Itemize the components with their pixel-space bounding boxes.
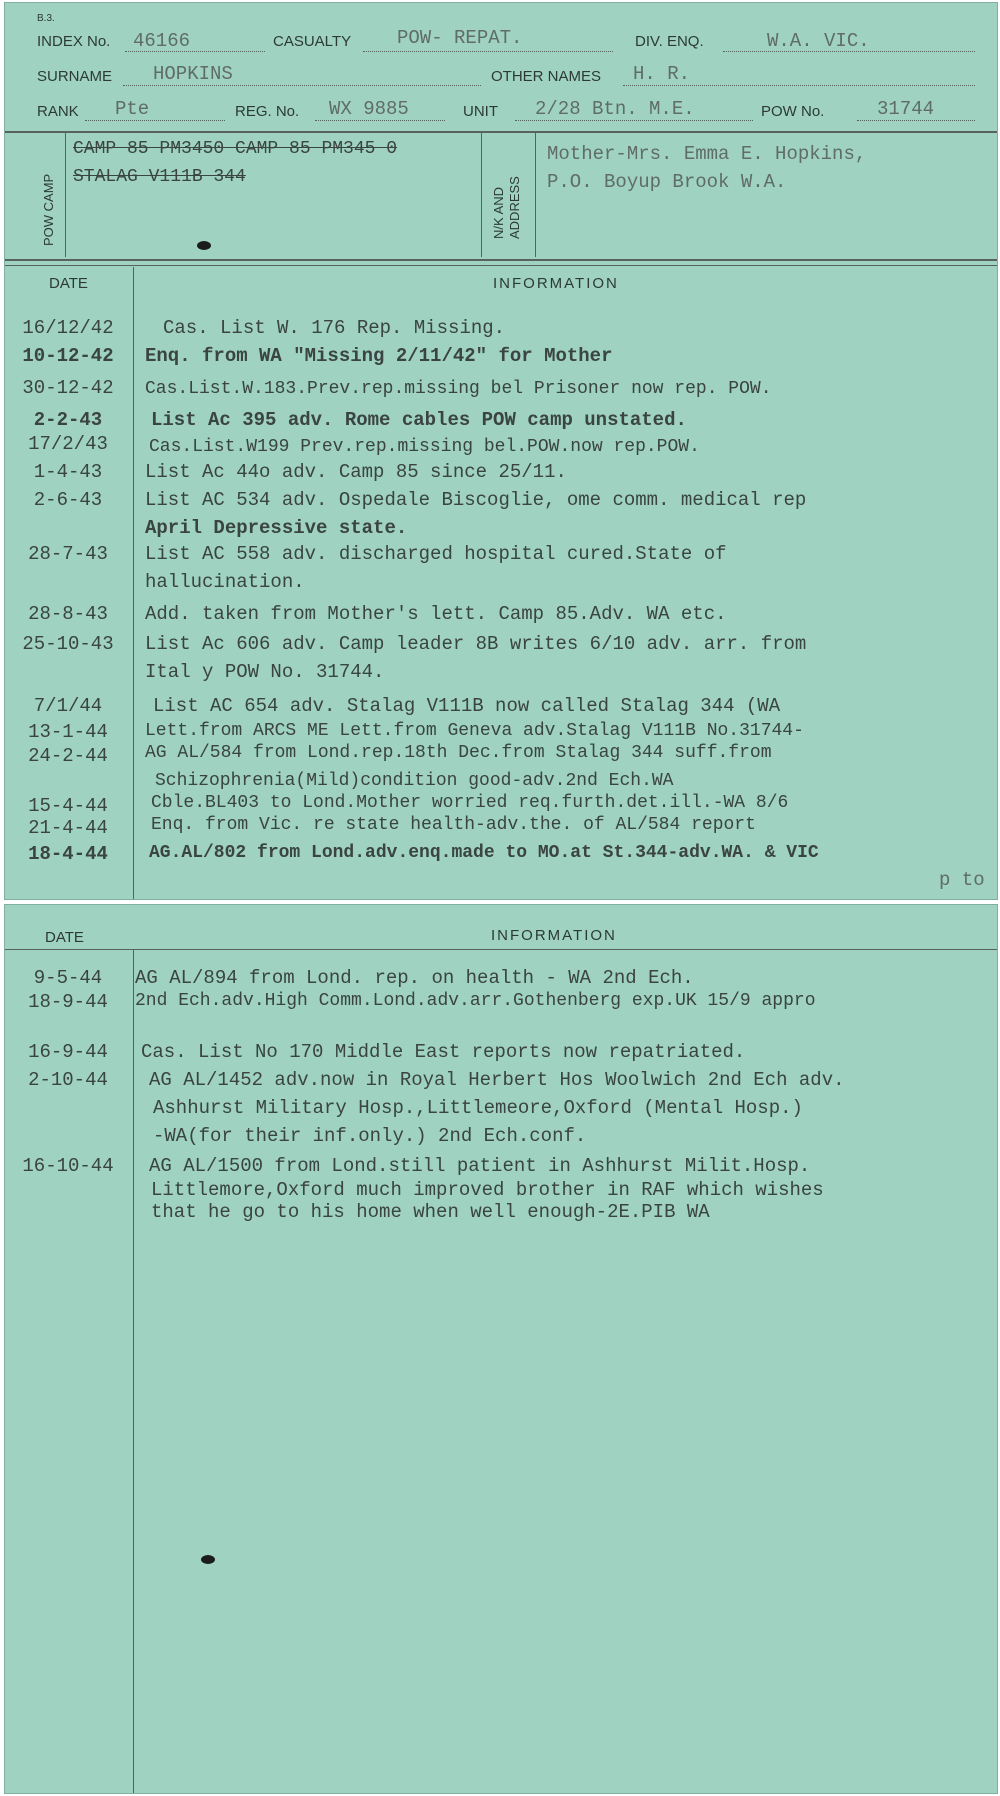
entry-date: 18-4-44 [28,843,108,865]
card-front [4,2,998,900]
unit-label: UNIT [463,103,498,120]
entry-text: List Ac 44o adv. Camp 85 since 25/11. [145,461,567,483]
card-back [4,904,998,1794]
pto-note: p to [939,869,985,891]
other-names-value: H. R. [633,63,691,85]
entry-text: 2nd Ech.adv.High Comm.Lond.adv.arr.Gothenberg exp.UK 15/9 appro [135,991,816,1011]
entry-date: 1-4-43 [33,461,103,483]
entry-text: AG AL/1452 adv.now in Royal Herbert Hos Woolwich 2nd Ech adv. [149,1069,845,1091]
entry-text: April Depressive state. [145,517,408,539]
information-header: INFORMATION [493,275,619,292]
entry-text: Cas.List.W199 Prev.rep.missing bel.POW.now rep.POW. [149,437,700,457]
ink-blot [197,241,211,250]
card-ref: B.3. [37,13,55,24]
entry-text: List Ac 395 adv. Rome cables POW camp unstated. [151,409,687,431]
entry-date: 13-1-44 [28,721,108,743]
entry-date: 2-10-44 [28,1069,108,1091]
entry-date: 16-10-44 [22,1155,114,1177]
entry-text: Enq. from Vic. re state health-adv.the. of AL/584 report [151,815,756,835]
reg-no-value: WX 9885 [329,98,409,120]
entry-text: List AC 558 adv. discharged hospital cured.State of [145,543,727,565]
other-names-label: OTHER NAMES [491,68,602,85]
pow-camp-line-2: STALAG V111B 344 [73,167,246,187]
entry-date: 21-4-44 [28,817,108,839]
date-header: DATE [45,929,84,946]
entry-date: 9-5-44 [33,967,103,989]
div-enq-label: DIV. ENQ. [635,33,704,50]
ink-blot [201,1555,215,1564]
entry-text: Littlemore,Oxford much improved brother in RAF which wishes [151,1179,824,1201]
unit-value: 2/28 Btn. M.E. [535,98,695,120]
nk-address-line-2: P.O. Boyup Brook W.A. [547,171,787,193]
entry-text: Cas. List No 170 Middle East reports now repatriated. [141,1041,746,1063]
pow-no-label: POW No. [761,103,825,120]
entry-date: 16-9-44 [28,1041,108,1063]
entry-text: hallucination. [145,571,305,593]
entry-text: Cas. List W. 176 Rep. Missing. [163,317,506,339]
casualty-value: POW- REPAT. [397,27,523,49]
entry-text: AG.AL/802 from Lond.adv.enq.made to MO.at St.344-adv.WA. & VIC [149,843,819,863]
entry-text: Cble.BL403 to Lond.Mother worried req.furth.det.ill.-WA 8/6 [151,793,789,813]
reg-no-label: REG. No. [235,103,300,120]
entry-date: 10-12-42 [22,345,114,367]
entry-date: 24-2-44 [28,745,108,767]
surname-label: SURNAME [37,68,113,85]
entry-text: -WA(for their inf.only.) 2nd Ech.conf. [153,1125,587,1147]
entry-date: 28-7-43 [28,543,108,565]
entry-date: 16/12/42 [22,317,114,339]
rank-label: RANK [37,103,79,120]
entry-date: 15-4-44 [28,795,108,817]
index-value: 46166 [133,30,191,52]
entry-date: 2-6-43 [33,489,103,511]
entry-text: Lett.from ARCS ME Lett.from Geneva adv.Stalag V111B No.31744- [145,721,804,741]
entry-date: 2-2-43 [33,409,103,431]
entry-date: 28-8-43 [28,603,108,625]
entry-text: Ital y POW No. 31744. [145,661,385,683]
entry-text: Ashhurst Military Hosp.,Littlemeore,Oxford (Mental Hosp.) [153,1097,803,1119]
entry-date: 7/1/44 [33,695,103,717]
entry-date: 30-12-42 [22,377,114,399]
surname-value: HOPKINS [153,63,233,85]
entry-text: List AC 654 adv. Stalag V111B now called Stalag 344 (WA [153,695,781,717]
entry-text: that he go to his home when well enough-2E.PIB WA [151,1201,710,1223]
date-header: DATE [49,275,88,292]
entry-text: List Ac 606 adv. Camp leader 8B writes 6/10 adv. arr. from [145,633,807,655]
entry-text: AG AL/584 from Lond.rep.18th Dec.from Stalag 344 suff.from [145,743,772,763]
entry-text: Cas.List.W.183.Prev.rep.missing bel Prisoner now rep. POW. [145,379,772,399]
pow-camp-line-1: CAMP 85 PM3450 CAMP 85 PM345 0 [73,139,398,159]
entry-text: List AC 534 adv. Ospedale Biscoglie, ome comm. medical rep [145,489,807,511]
entry-text: AG AL/894 from Lond. rep. on health - WA 2nd Ech. [135,967,694,989]
entry-text: Add. taken from Mother's lett. Camp 85.Adv. WA etc. [145,603,727,625]
index-label: INDEX No. [37,33,111,50]
nk-address-label: N/K AND ADDRESS [491,176,522,239]
entry-text: Enq. from WA "Missing 2/11/42" for Mother [145,345,613,367]
rank-value: Pte [115,98,150,120]
entry-date: 18-9-44 [28,991,108,1013]
entry-text: AG AL/1500 from Lond.still patient in Ashhurst Milit.Hosp. [149,1155,811,1177]
div-enq-value: W.A. VIC. [767,30,870,52]
entry-date: 25-10-43 [22,633,114,655]
entry-text: Schizophrenia(Mild)condition good-adv.2nd Ech.WA [155,771,674,791]
nk-address-line-1: Mother-Mrs. Emma E. Hopkins, [547,143,867,165]
information-header: INFORMATION [491,927,617,944]
pow-no-value: 31744 [877,98,935,120]
entry-date: 17/2/43 [28,433,108,455]
casualty-label: CASUALTY [273,33,352,50]
pow-camp-label: POW CAMP [41,173,56,246]
